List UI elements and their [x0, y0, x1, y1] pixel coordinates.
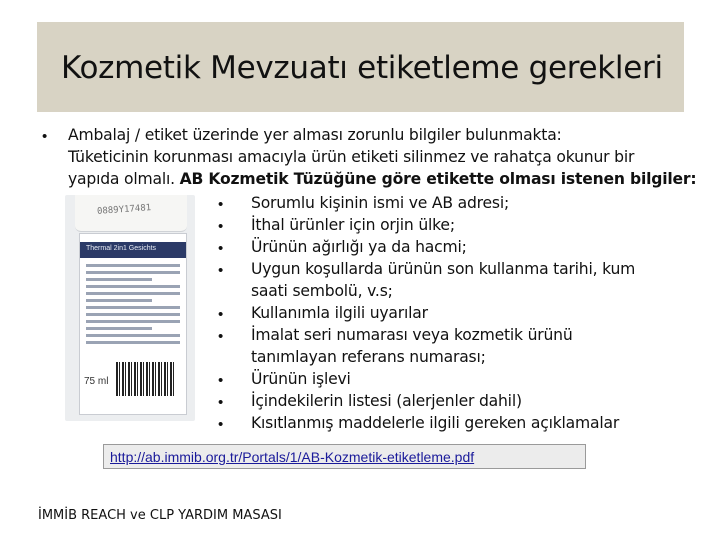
label-band	[80, 242, 186, 258]
intro-line-3-bold: AB Kozmetik Tüzüğüne göre etikette olması istenen bilgiler:	[179, 170, 697, 188]
list-item: Ürünün ağırlığı ya da hacmi;	[251, 238, 467, 256]
list-item: İçindekilerin listesi (alerjenler dahil)	[251, 392, 522, 410]
bullet-icon: •	[218, 306, 224, 323]
bullet-icon: •	[218, 262, 224, 279]
label-band-text: Thermal 2in1 Gesichts	[86, 245, 157, 252]
bottle-cap	[75, 195, 187, 232]
batch-code: 0889Y17481	[96, 203, 152, 217]
volume-mark: 75 ml	[84, 376, 109, 387]
bullet-icon: •	[218, 240, 224, 257]
intro-line-2: Tüketicinin korunması amacıyla ürün etiketi silinmez ve rahatça okunur bir	[68, 148, 635, 166]
bullet-icon: •	[218, 372, 224, 389]
bullet-icon: •	[218, 218, 224, 235]
product-label-photo	[65, 195, 195, 421]
label-text-lines	[86, 264, 180, 348]
bullet-icon: •	[42, 128, 48, 145]
title-banner	[37, 22, 684, 112]
barcode	[116, 362, 176, 396]
list-item: Sorumlu kişinin ismi ve AB adresi;	[251, 194, 510, 212]
footer-text: İMMİB REACH ve CLP YARDIM MASASI	[38, 508, 282, 523]
list-item: Kullanımla ilgili uyarılar	[251, 304, 428, 322]
intro-line-3	[68, 168, 696, 190]
bottle-label	[79, 233, 187, 415]
bullet-icon: •	[218, 196, 224, 213]
bullet-icon: •	[218, 328, 224, 345]
intro-line-3-text: yapıda olmalı.	[68, 170, 175, 188]
source-link-box	[103, 444, 586, 469]
list-item: Ürünün işlevi	[251, 370, 351, 388]
list-item-continued: saati sembolü, v.s;	[251, 282, 393, 300]
page-title: Kozmetik Mevzuatı etiketleme gerekleri	[61, 50, 663, 86]
list-item-continued: tanımlayan referans numarası;	[251, 348, 486, 366]
list-item: İmalat seri numarası veya kozmetik ürünü	[251, 326, 573, 344]
list-item: İthal ürünler için orjin ülke;	[251, 216, 455, 234]
list-item: Uygun koşullarda ürünün son kullanma tarihi, kum	[251, 260, 636, 278]
source-link[interactable]: http://ab.immib.org.tr/Portals/1/AB-Kozmetik-etiketleme.pdf	[110, 449, 475, 465]
bullet-icon: •	[218, 416, 224, 433]
bullet-icon: •	[218, 394, 224, 411]
list-item: Kısıtlanmış maddelerle ilgili gereken açıklamalar	[251, 414, 620, 432]
intro-line-1: Ambalaj / etiket üzerinde yer alması zorunlu bilgiler bulunmakta:	[68, 126, 562, 144]
